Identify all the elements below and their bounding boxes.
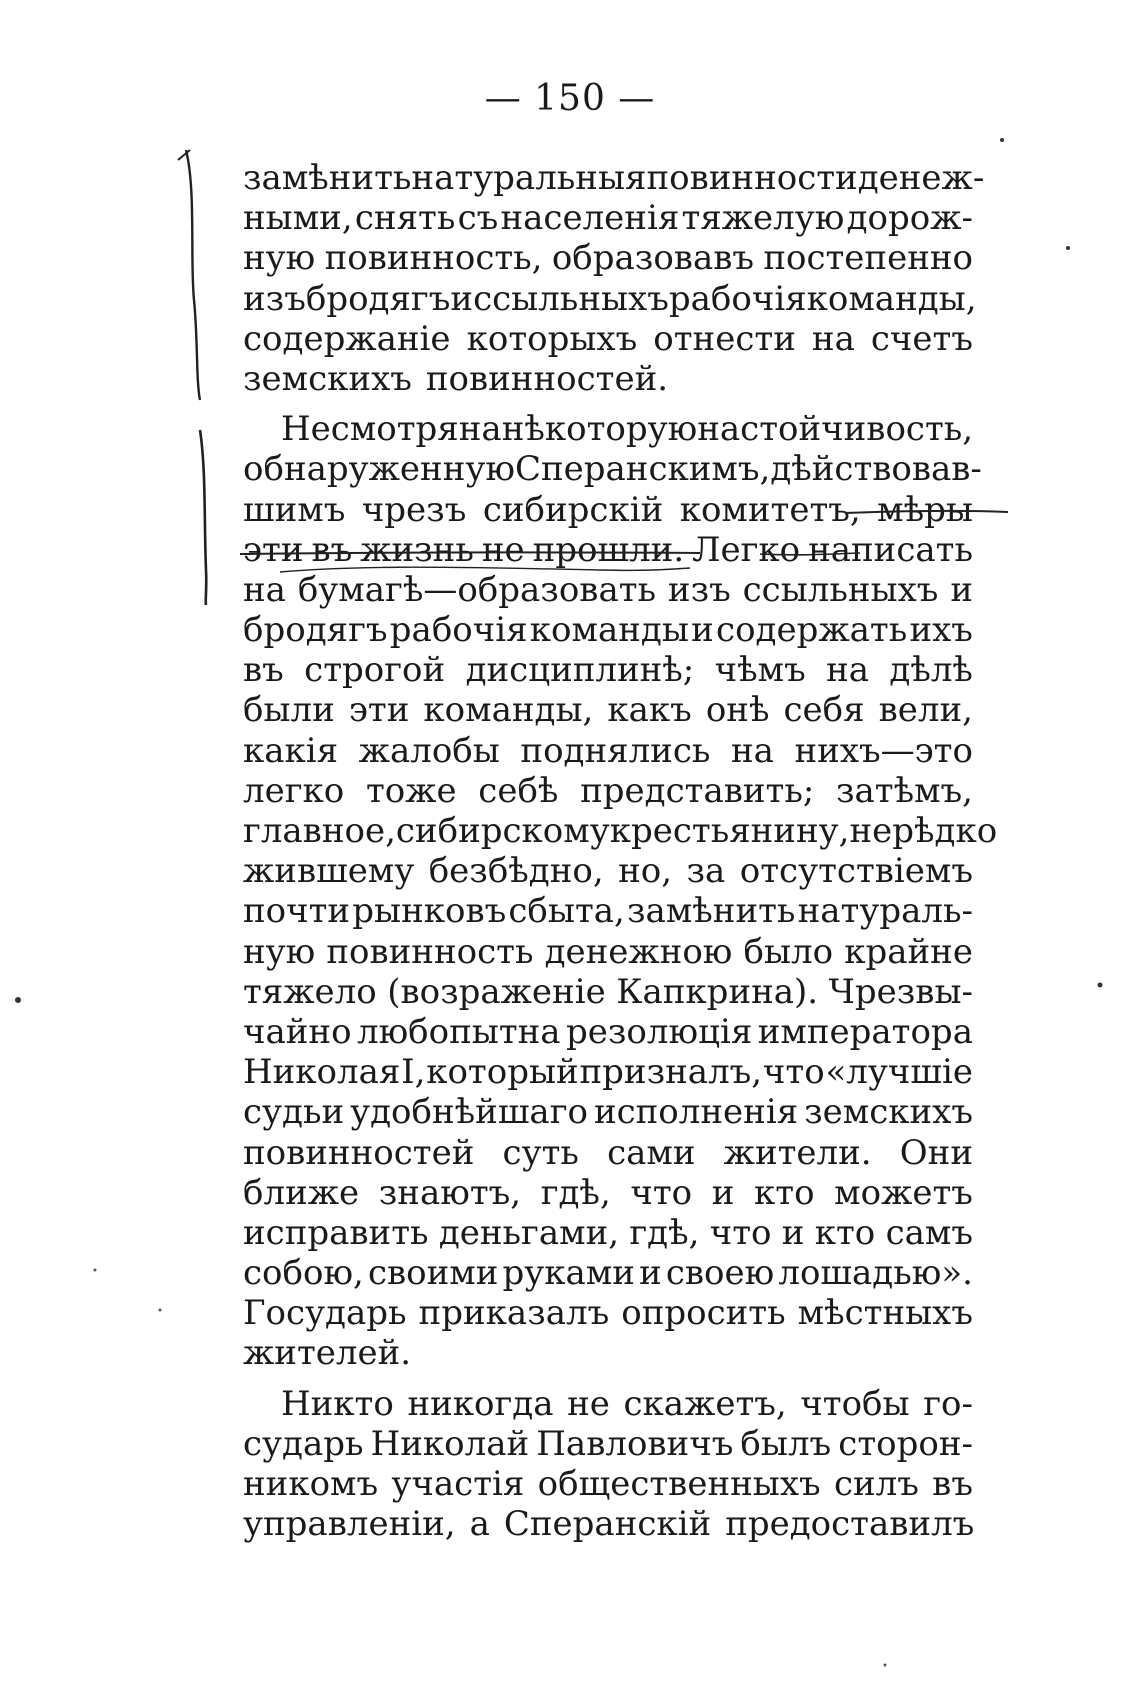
text-line: Никто никогда не скажетъ, чтобы го- — [281, 1383, 973, 1424]
text-line: Несмотря на нѣкоторую настойчивость, — [281, 409, 974, 450]
text-line: судьи удобнѣйшаго исполненія земскихъ — [243, 1092, 973, 1133]
text-line: шимъ чрезъ сибирскій комитетъ, мѣры — [243, 489, 973, 530]
text-line: были эти команды, какъ онѣ себя вели, — [243, 690, 973, 731]
text-line: какія жалобы поднялись на нихъ—это — [243, 730, 973, 771]
text-line: въ строгой дисциплинѣ; чѣмъ на дѣлѣ — [243, 650, 973, 691]
body-text — [243, 158, 998, 1545]
text-line: почти рынковъ сбыта, замѣнить натураль- — [243, 891, 973, 932]
text-line: обнаруженную Сперанскимъ, дѣйствовав- — [243, 449, 982, 490]
text-line: бродягъ рабочія команды и содержать ихъ — [243, 610, 973, 651]
paragraph-3 — [243, 1384, 973, 1545]
speck-mark — [15, 997, 21, 1003]
text-line: земскихъ повинностей. — [243, 358, 669, 399]
speck-mark — [884, 1664, 887, 1667]
text-line: собою, своими руками и своею лошадью». — [243, 1253, 973, 1294]
paragraph-1 — [243, 158, 985, 399]
text-line: ную повинность денежною было крайне — [243, 931, 973, 972]
text-line: никомъ участія общественныхъ силъ въ — [243, 1464, 973, 1504]
text-line: ную повинность, образовавъ постепенно — [243, 238, 973, 279]
text-line: чайно любопытна резолюція императора — [243, 1011, 973, 1052]
text-line: повинностей суть сами жители. Они — [243, 1132, 973, 1173]
text-line: тяжело (возраженіе Капкрина). Чрезвы- — [243, 971, 973, 1012]
text-line: управленіи, а Сперанскій предоставилъ — [243, 1504, 975, 1545]
margin-bracket-mark — [200, 430, 206, 605]
text-line: Государь приказалъ опросить мѣстныхъ — [243, 1293, 973, 1334]
speck-mark — [159, 1309, 162, 1312]
speck-mark — [1098, 983, 1103, 988]
text-line: жителей. — [243, 1333, 412, 1374]
text-line: главное, сибирскому крестьянину, нерѣдко — [243, 811, 998, 851]
text-line: легко тоже себѣ представить; затѣмъ, — [243, 770, 973, 811]
text-line: на бумагѣ—образовать изъ ссыльныхъ и — [243, 569, 973, 610]
page-number: — 150 — — [484, 78, 656, 119]
text-line: ными, снять съ населенія тяжелую дорож- — [243, 198, 973, 239]
paragraph-2 — [243, 409, 998, 1374]
text-line: сударь Николай Павловичъ былъ сторон- — [243, 1423, 973, 1464]
speck-mark — [1066, 246, 1070, 250]
margin-tick-mark — [178, 150, 190, 160]
text-line: замѣнить натуральныя повинности денеж- — [243, 158, 985, 198]
margin-bracket-mark — [186, 150, 200, 400]
text-line: жившему безбѣдно, но, за отсутствіемъ — [243, 851, 973, 892]
speck-mark — [94, 1269, 97, 1272]
text-line: исправить деньгами, гдѣ, что и кто самъ — [243, 1212, 973, 1253]
text-line: ближе знаютъ, гдѣ, что и кто можетъ — [243, 1172, 973, 1213]
text-line: изъ бродягъ и ссыльныхъ рабочія команды, — [243, 278, 977, 319]
text-line: Николая I, который призналъ, что «лучшіе — [243, 1052, 973, 1093]
text-line: содержаніе которыхъ отнести на счетъ — [243, 318, 973, 359]
text-line: эти въ жизнь не прошли. Легко написать — [243, 529, 973, 570]
speck-mark — [1000, 138, 1004, 142]
